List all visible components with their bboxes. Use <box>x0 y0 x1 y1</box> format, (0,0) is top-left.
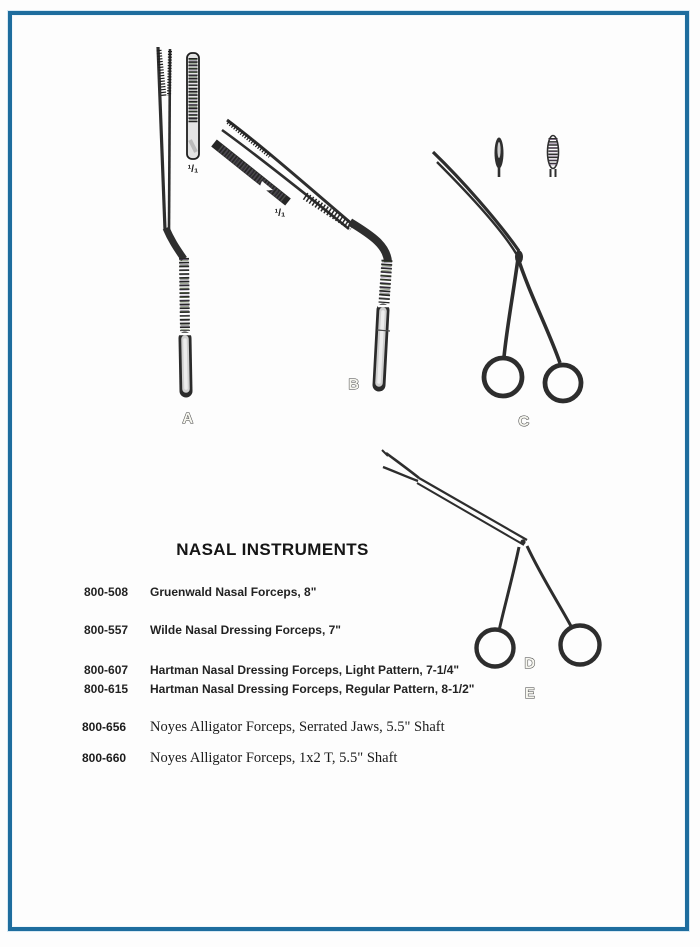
figure-c-jaw-detail-illustrations <box>495 136 559 178</box>
item-description: Hartman Nasal Dressing Forceps, Light Pattern, 7-1/4" <box>150 663 460 677</box>
page-title: NASAL INSTRUMENTS <box>176 540 369 559</box>
figure-a-jaw-detail-illustration <box>187 53 199 159</box>
catalog-row <box>84 623 341 637</box>
figure-label-d: D <box>524 655 536 672</box>
catalog-row <box>82 719 445 736</box>
figure-label-c: C <box>518 413 530 430</box>
scale-label-b: ¹/₁ <box>274 207 286 219</box>
catalog-number: 800-615 <box>84 682 129 696</box>
figure-label-e: E <box>524 685 536 702</box>
figure-label-a: A <box>182 410 194 427</box>
catalog-number: 800-607 <box>84 663 129 677</box>
item-description: Noyes Alligator Forceps, 1x2 T, 5.5" Shaft <box>150 750 398 766</box>
figure-label-b: B <box>348 376 360 393</box>
catalog-number: 800-508 <box>84 585 129 599</box>
item-description: Noyes Alligator Forceps, Serrated Jaws, 5.5" Shaft <box>150 719 445 735</box>
scale-label-a: ¹/₁ <box>187 163 199 175</box>
catalog-row <box>84 663 459 677</box>
figure-b-bayonet-forceps-illustration <box>222 120 391 385</box>
item-description: Gruenwald Nasal Forceps, 8" <box>150 585 317 599</box>
catalog-row <box>84 682 474 696</box>
catalog-number: 800-656 <box>82 720 127 734</box>
catalog-number: 800-557 <box>84 623 129 637</box>
item-description: Wilde Nasal Dressing Forceps, 7" <box>150 623 341 637</box>
catalog-row <box>82 750 397 767</box>
item-description: Hartman Nasal Dressing Forceps, Regular Pattern, 8-1/2" <box>150 682 475 696</box>
figure-c-ring-handle-forceps-illustration <box>433 152 581 401</box>
catalog-number: 800-660 <box>82 751 127 765</box>
catalog-row <box>84 585 316 599</box>
